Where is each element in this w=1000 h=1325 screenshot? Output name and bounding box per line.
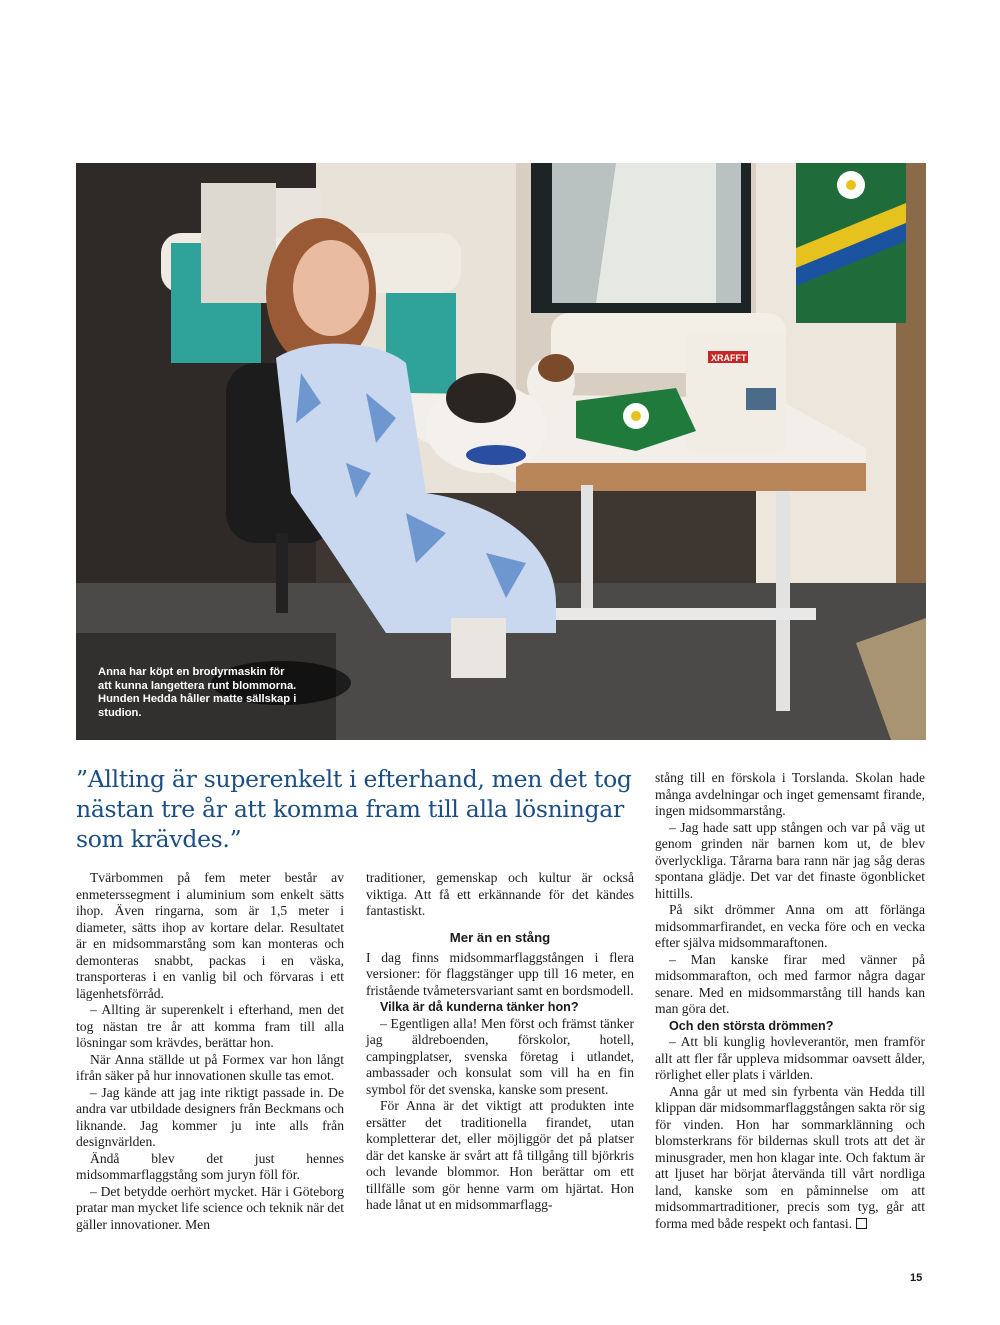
paragraph: – Man kanske firar med vänner på midsommarafton, och med farmor några dagar senare. Med en midsommarstång till hands kan man göra det. [655, 951, 925, 1016]
article-column-3 [655, 770, 925, 1232]
paragraph: I dag finns midsommarflaggstången i flera versioner: för flaggstänger upp till 16 meter, en fristående tvåmetersvariant samt en bordsmodell. [366, 949, 634, 998]
interview-question: Vilka är då kunderna tänker hon? [380, 1000, 579, 1014]
paragraph: – Det betydde oerhört mycket. Här i Göteborg pratar man mycket life science och teknik när det gäller innovationer. Men [76, 1183, 344, 1232]
pull-quote: ”Allting är superenkelt i efterhand, men det tog nästan tre år att komma fram till alla lösningar som krävdes.” [76, 765, 632, 853]
subheading: Mer än en stång [449, 929, 551, 945]
page-number: 15 [910, 1272, 923, 1284]
paragraph: – Egentligen alla! Men först och främst tänker jag äldreboenden, förskolor, hotell, campingplatser, svenska företag i utlandet, ambassader och konsulat som vill ha en fin symbol för det svenska, kanske som present. [366, 1015, 634, 1097]
photo-caption: Anna har köpt en brodyrmaskin för att kunna langettera runt blommorna. Hunden Hedda håller matte sällskap i studion. [98, 666, 297, 719]
paragraph: – Att bli kunglig hovleverantör, men framför allt att fler får uppleva midsommar oavsett ålder, rörlighet eller plats i världen. [655, 1034, 925, 1082]
paragraph: – Jag kände att jag inte riktigt passade in. De andra var utbildade designers från Beckmans och liknande. Jag kommer ju inte alls från designvärlden. [76, 1084, 344, 1149]
paragraph: Tvärbommen på fem meter består av enmeterssegment i aluminium som enkelt sätts ihop. Även ringarna, som är 1,5 meter i diameter, sätts ihop av kortare delar. Resultatet är en midsommarstång som kan monteras och demonteras snabbt, packas i en väska, transporteras i en vanlig bil och förvaras i ett lägenhetsförråd. [76, 870, 344, 1001]
end-mark-icon [856, 1218, 867, 1229]
paragraph: När Anna ställde ut på Formex var hon långt ifrån säker på hur innovationen skulle tas emot. [76, 1051, 344, 1083]
final-paragraph [655, 1084, 925, 1233]
studio-illustration [76, 163, 926, 740]
article-column-2 [366, 870, 634, 1214]
paragraph: För Anna är det viktigt att produkten inte ersätter det traditionella firandet, utan kompletterar det, eller möjliggör det på platser där det kanske är svårt att få tillgång till björkris och levande blommor. Hon berättar om ett tillfälle som gör henne varm om hjärtat. Hon hade lånat ut en midsommarflagg- [366, 1098, 634, 1212]
paragraph-text: Anna går ut med sin fyrbenta vän Hedda till klippan där midsommarflaggstången sakta rör sig för vinden. Hon har sommarklänning och blomsterkrans för bildernas skull trots att det är minusgrader, men hon klagar inte. Och faktum är att ljuset har börjat återvända till vårt nordliga land, kanske som en påminnelse om att midsommartraditioner, precis som tyg, går att forma med både respekt och fantasi. [655, 1083, 925, 1231]
paragraph: Ändå blev det just hennes midsommarflaggstång som juryn föll för. [76, 1150, 344, 1182]
machine-brand-label: XRAFFT [711, 353, 747, 363]
paragraph: På sikt drömmer Anna om att förlänga midsommarfirandet, en vecka före och en vecka efter själva midsommaraftonen. [655, 902, 925, 950]
article-column-1 [76, 870, 344, 1233]
feature-photo [76, 163, 926, 740]
interview-question: Och den största drömmen? [669, 1018, 834, 1033]
paragraph: traditioner, gemenskap och kultur är också viktiga. Att få ett erkännande för det kändes fantastiskt. [366, 870, 634, 918]
paragraph: – Allting är superenkelt i efterhand, men det tog nästan tre år att komma fram till alla lösningar som krävdes, berättar hon. [76, 1002, 344, 1050]
paragraph: stång till en förskola i Torslanda. Skolan hade många avdelningar och inget gemensamt firande, ingen midsommarstång. [655, 770, 925, 818]
paragraph: – Jag hade satt upp stången och var på väg ut genom grinden när barnen kom ut, de blev överlyckliga. Tårarna bara rann när jag såg deras spontana glädje. Det var det finaste ögonblicket hittills. [655, 819, 925, 901]
